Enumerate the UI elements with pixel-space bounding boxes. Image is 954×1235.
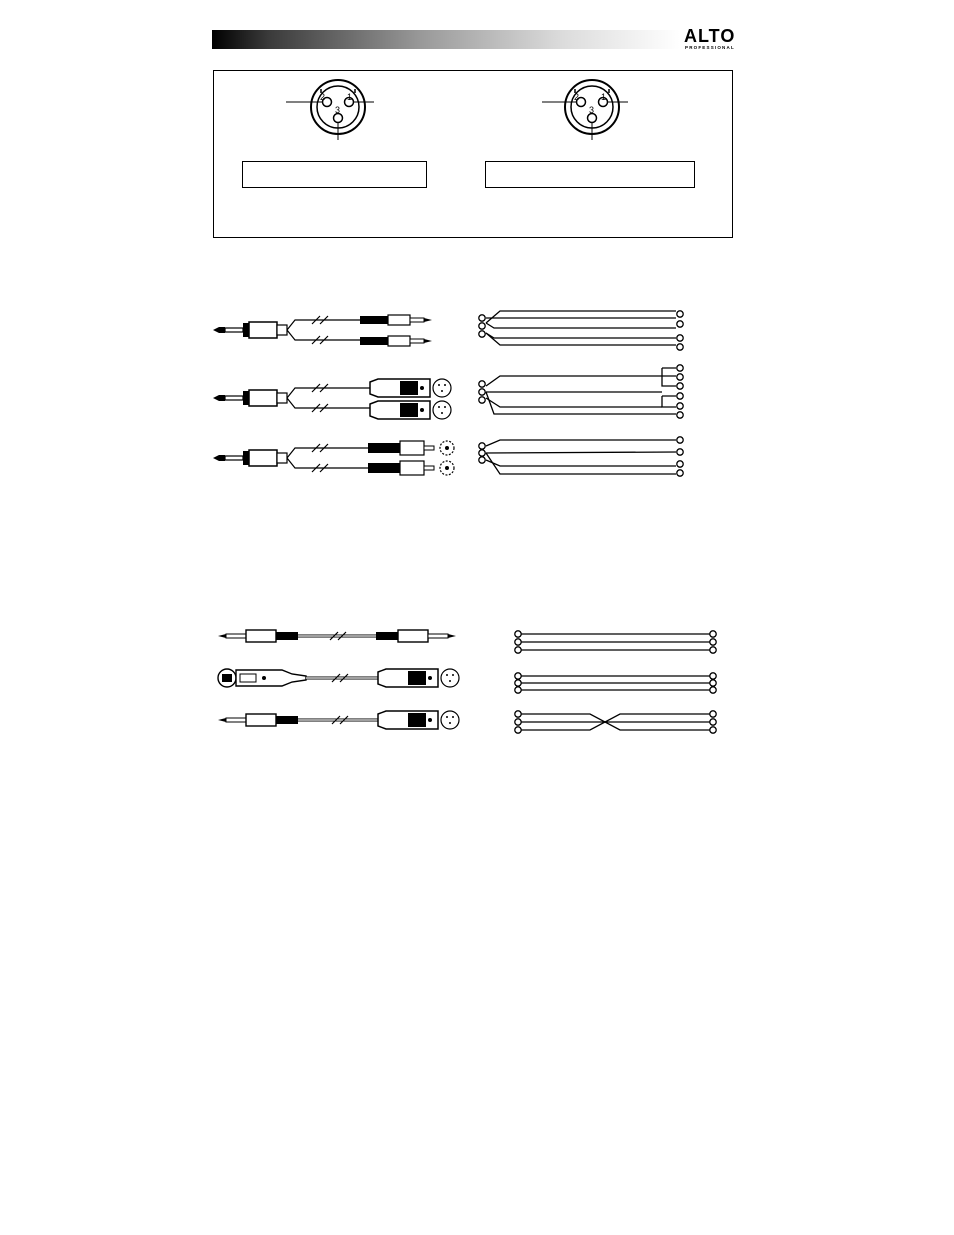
standard-cable-ts-to-ts	[218, 630, 456, 642]
insert-wiring-3	[479, 437, 683, 476]
logo-text: ALTO	[684, 26, 736, 46]
xlr-pinout-right	[542, 80, 628, 140]
pin-label-1: 1	[601, 92, 607, 102]
logo-subtext: PROFESSIONAL	[685, 45, 735, 50]
standard-wiring-2	[515, 673, 716, 693]
insert-wiring-2	[479, 365, 683, 418]
standard-cable-trs-to-xlr	[218, 711, 459, 729]
pin-label-2: 2	[320, 92, 326, 102]
pin-label-3: 3	[589, 105, 595, 115]
standard-wiring-1	[515, 631, 716, 653]
insert-wiring-1	[479, 311, 683, 350]
xlr-pinout-left	[286, 80, 374, 140]
standard-cable-xlr-to-xlr	[218, 669, 459, 687]
insert-cable-trs-to-dual-ts	[213, 315, 432, 346]
pin-label-3: 3	[335, 105, 341, 115]
insert-cable-trs-to-dual-xlr	[213, 379, 451, 419]
insert-cable-trs-to-dual-rca	[213, 441, 454, 475]
standard-wiring-3	[515, 711, 716, 733]
pin-label-2: 2	[574, 92, 580, 102]
pin-label-1: 1	[347, 92, 353, 102]
